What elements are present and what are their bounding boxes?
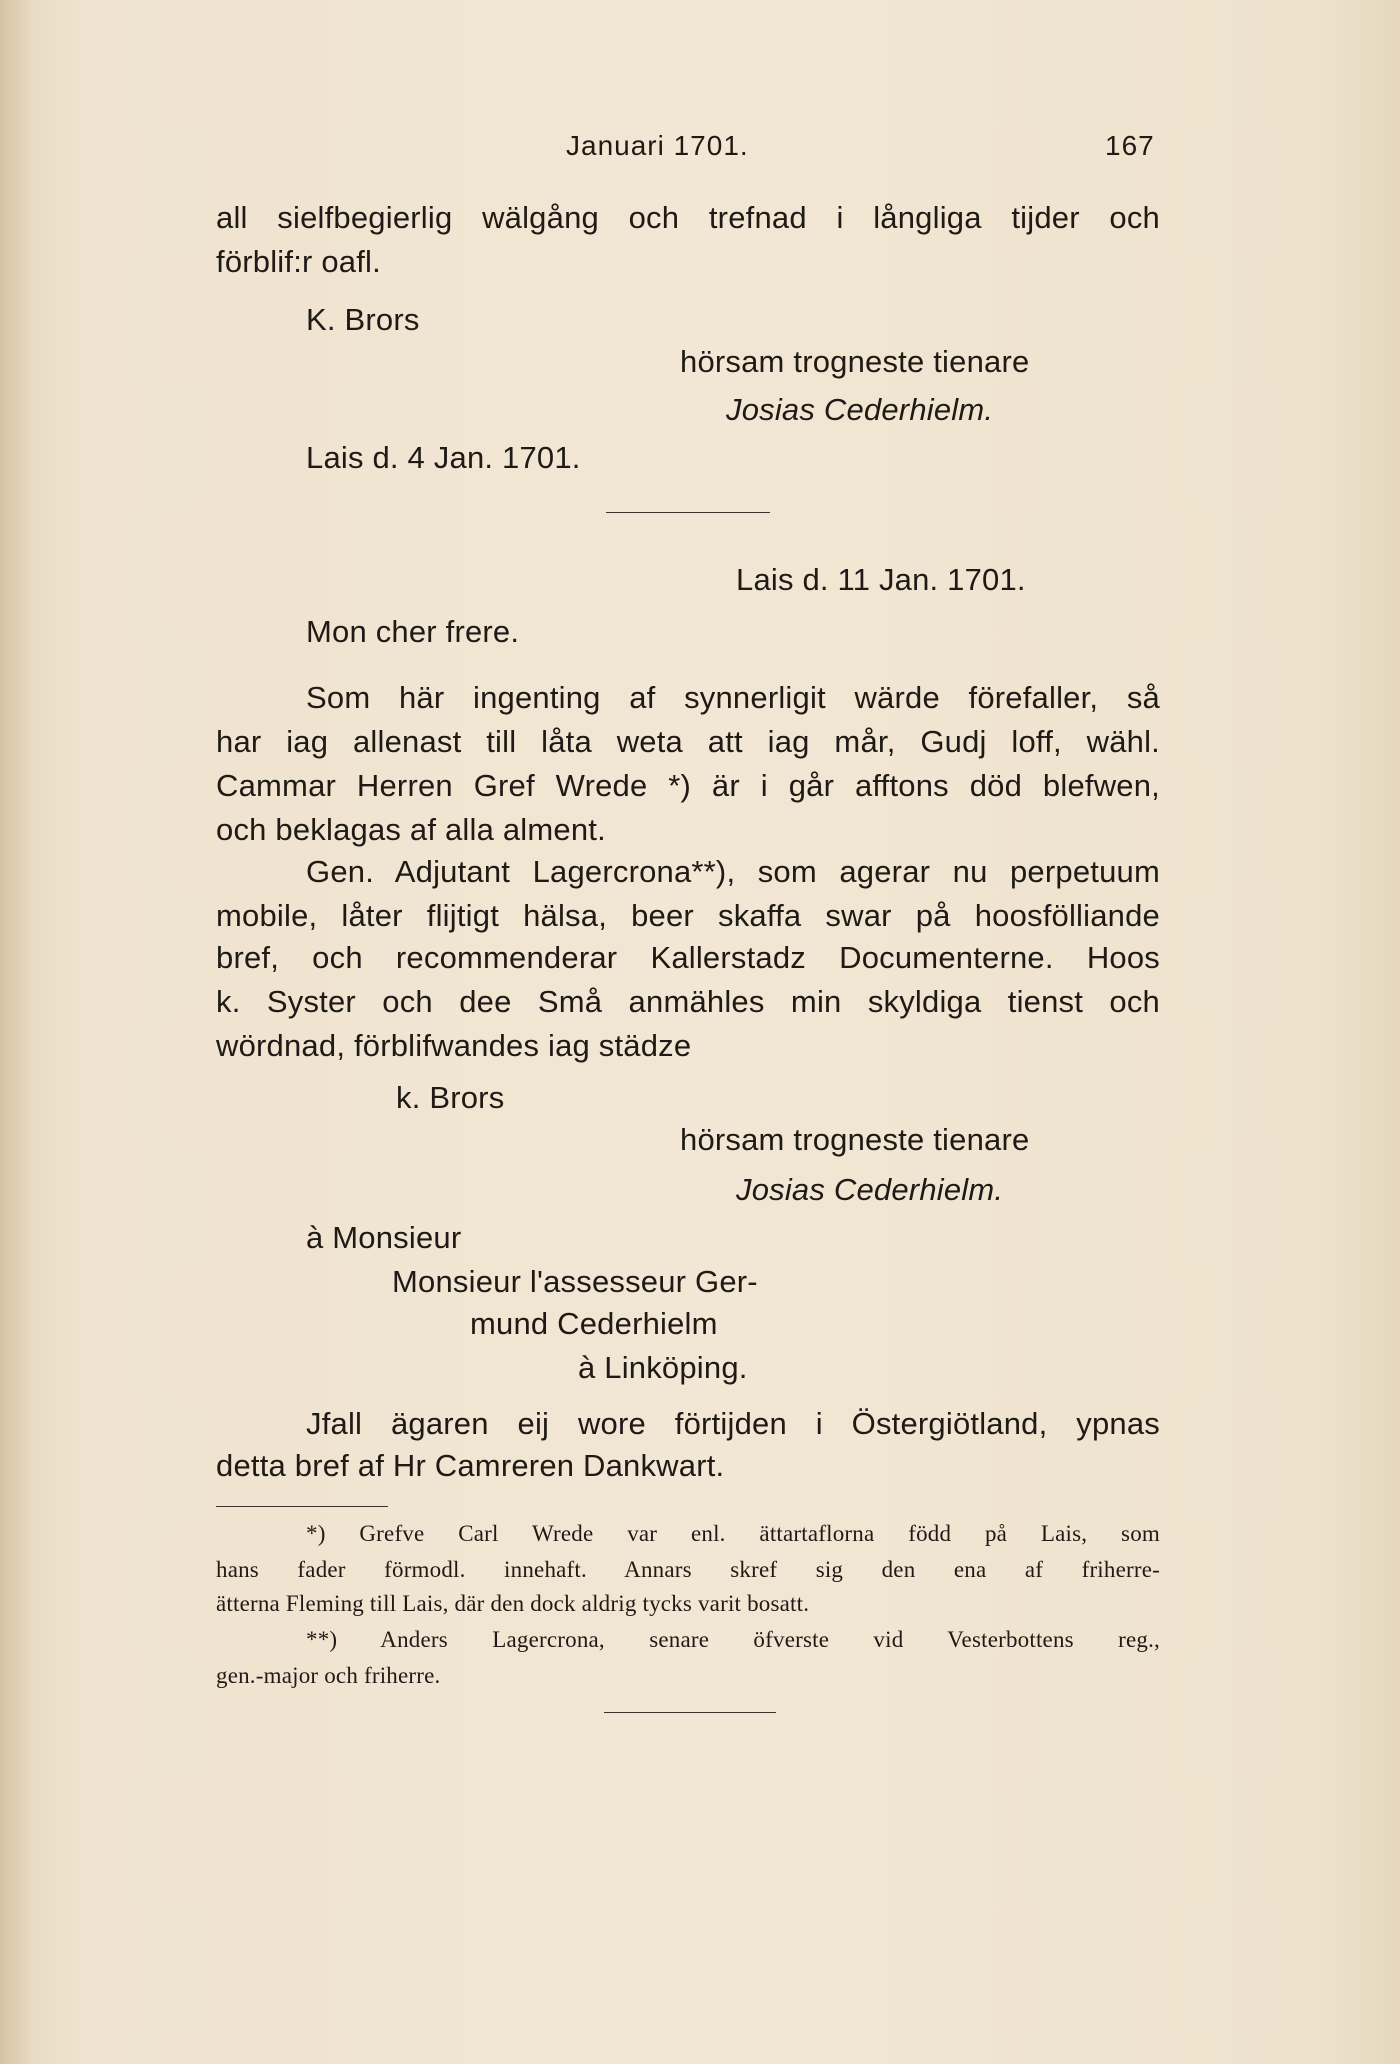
text-line: mobile, låter flijtigt hälsa, beer skaffa swar på hoosfölliande bbox=[216, 898, 1160, 933]
text-line: förblif:r oafl. bbox=[216, 244, 381, 279]
text-line: Cammar Herren Gref Wrede *) är i går afftons död blefwen, bbox=[216, 768, 1160, 803]
address-line: Monsieur l'assesseur Ger- bbox=[392, 1264, 758, 1299]
place-date: Lais d. 11 Jan. 1701. bbox=[736, 562, 1026, 597]
place-date: Lais d. 4 Jan. 1701. bbox=[306, 440, 581, 475]
text-line: detta bref af Hr Camreren Dankwart. bbox=[216, 1448, 725, 1483]
footnote-line: **) Anders Lagercrona, senare öfverste vid Vesterbottens reg., bbox=[306, 1627, 1160, 1652]
closing: hörsam trogneste tienare bbox=[680, 1122, 1030, 1157]
running-title: Januari 1701. bbox=[566, 130, 749, 161]
address-line: à Linköping. bbox=[578, 1350, 748, 1385]
text-line: Jfall ägaren eij wore förtijden i Östergiötland, ypnas bbox=[306, 1406, 1160, 1441]
section-divider bbox=[606, 512, 770, 513]
signature: Josias Cederhielm. bbox=[736, 1172, 1004, 1207]
footnote-line: hans fader förmodl. innehaft. Annars skref sig den ena af friherre- bbox=[216, 1557, 1160, 1582]
page-number: 167 bbox=[1105, 130, 1155, 161]
closing: hörsam trogneste tienare bbox=[680, 344, 1030, 379]
address-line: mund Cederhielm bbox=[470, 1306, 718, 1341]
address-line: à Monsieur bbox=[306, 1220, 462, 1255]
text-line: all sielfbegierlig wälgång och trefnad i långliga tijder och bbox=[216, 200, 1160, 235]
footnote-line: gen.-major och friherre. bbox=[216, 1663, 441, 1688]
text-line: k. Syster och dee Små anmähles min skyldiga tienst och bbox=[216, 984, 1160, 1019]
text-line: Som här ingenting af synnerligit wärde förefaller, så bbox=[306, 680, 1160, 715]
text-line: bref, och recommenderar Kallerstadz Documenterne. Hoos bbox=[216, 940, 1160, 975]
text-line: har iag allenast till låta weta att iag mår, Gudj loff, wähl. bbox=[216, 724, 1160, 759]
text-line: och beklagas af alla alment. bbox=[216, 812, 606, 847]
salutation: K. Brors bbox=[306, 302, 420, 337]
page-gutter bbox=[0, 0, 34, 2064]
footnote-line: ätterna Fleming till Lais, där den dock aldrig tycks varit bosatt. bbox=[216, 1591, 810, 1616]
salutation: k. Brors bbox=[396, 1080, 505, 1115]
page-end-divider bbox=[604, 1712, 776, 1713]
footnote-divider bbox=[216, 1506, 388, 1507]
footnote-line: *) Grefve Carl Wrede var enl. ättartaflorna född på Lais, som bbox=[306, 1521, 1160, 1546]
text-line: wördnad, förblifwandes iag städze bbox=[216, 1028, 692, 1063]
greeting: Mon cher frere. bbox=[306, 614, 520, 649]
text-line: Gen. Adjutant Lagercrona**), som agerar nu perpetuum bbox=[306, 854, 1160, 889]
signature: Josias Cederhielm. bbox=[726, 392, 994, 427]
